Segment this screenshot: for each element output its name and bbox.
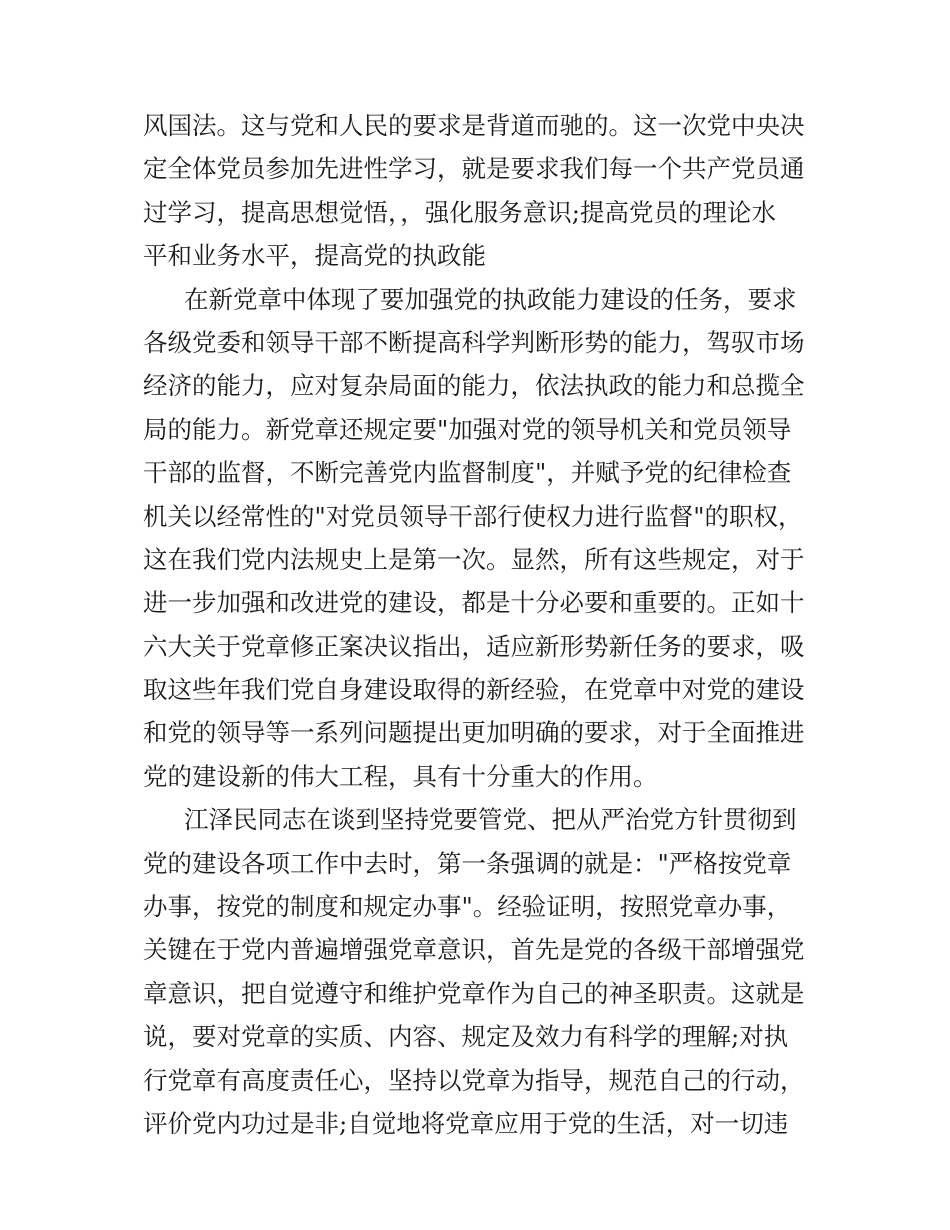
text-line: 机关以经常性的"对党员领导干部行使权力进行监督"的职权， [143, 501, 803, 531]
text-line: 说，要对党章的实质、内容、规定及效力有科学的理解;对执 [143, 1022, 789, 1052]
text-line: 江泽民同志在谈到坚持党要管党、把从严治党方针贯彻到 [184, 805, 797, 835]
text-line: 经济的能力，应对复杂局面的能力，依法执政的能力和总揽全 [143, 371, 805, 401]
text-line: 党的建设各项工作中去时，第一条强调的就是："严格按党章 [143, 848, 792, 878]
document-body [143, 104, 823, 1145]
text-line: 平和业务水平，提高党的执政能 [143, 241, 486, 271]
text-line: 局的能力。新党章还规定要"加强对党的领导机关和党员领导 [143, 414, 792, 444]
paragraph-3 [143, 798, 823, 1145]
text-line: 关键在于党内普遍增强党章意识，首先是党的各级干部增强党 [143, 935, 805, 965]
text-line: 取这些年我们党自身建设取得的新经验，在党章中对党的建设 [143, 675, 805, 705]
text-line: 章意识，把自觉遵守和维护党章作为自己的神圣职责。这就是 [143, 978, 805, 1008]
text-line: 办事，按党的制度和规定办事"。经验证明，按照党章办事， [143, 892, 792, 922]
text-line: 在新党章中体现了要加强党的执政能力建设的任务，要求 [184, 284, 797, 314]
text-line: 行党章有高度责任心，坚持以党章为指导，规范自己的行动， [143, 1065, 805, 1095]
text-line: 风国法。这与党和人民的要求是背道而驰的。这一次党中央决 [143, 111, 805, 140]
text-line: 评价党内功过是非;自觉地将党章应用于党的生活，对一切违 [143, 1108, 789, 1138]
text-line: 干部的监督，不断完善党内监督制度"，并赋予党的纪律检查 [143, 458, 792, 488]
text-line: 党的建设新的伟大工程，具有十分重大的作用。 [143, 761, 658, 791]
text-line: 这在我们党内法规史上是第一次。显然，所有这些规定，对于 [143, 544, 805, 574]
text-line: 定全体党员参加先进性学习，就是要求我们每一个共产党员通 [143, 154, 805, 184]
text-line: 各级党委和领导干部不断提高科学判断形势的能力，驾驭市场 [143, 327, 805, 357]
text-line: 和党的领导等一系列问题提出更加明确的要求，对于全面推进 [143, 718, 805, 748]
paragraph-1 [143, 104, 823, 278]
text-line: 进一步加强和改进党的建设，都是十分必要和重要的。正如十 [143, 588, 805, 618]
text-line: 六大关于党章修正案决议指出，适应新形势新任务的要求，吸 [143, 631, 805, 661]
paragraph-2 [143, 278, 823, 799]
text-line: 过学习，提高思想觉悟，，强化服务意识;提高党员的理论水 [143, 197, 777, 227]
